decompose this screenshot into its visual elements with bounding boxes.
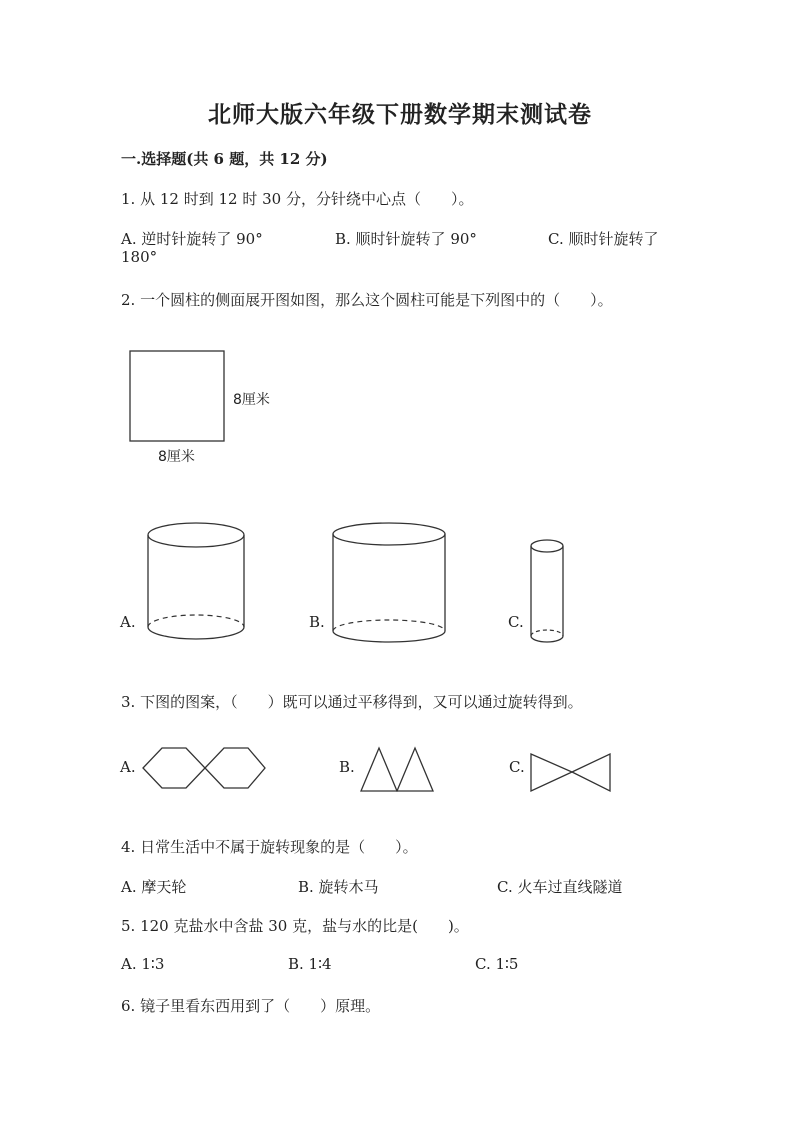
page-title: 北师大版六年级下册数学期末测试卷 <box>208 101 592 128</box>
q5-option-a: A. 1∶3 <box>121 955 165 973</box>
side-label-bottom: 8厘米 <box>158 449 195 465</box>
side-unfold-square <box>130 351 224 441</box>
q2-option-a: A. <box>120 613 136 631</box>
q4-option-c: C. 火车过直线隧道 <box>497 878 623 896</box>
question-3: 3. 下图的图案，（ ）既可以通过平移得到，又可以通过旋转得到。 <box>121 693 583 711</box>
cylinder-c <box>531 540 563 642</box>
question-1: 1. 从 12 时到 12 时 30 分，分针绕中心点（ ）。 <box>121 190 474 208</box>
pattern-b-triangles <box>361 748 433 791</box>
q3-option-b: B. <box>339 758 355 776</box>
q3-option-c: C. <box>509 758 525 776</box>
section-heading: 一.选择题(共 6 题，共 12 分) <box>121 150 328 168</box>
q1-option-a: A. 逆时针旋转了 90° <box>121 230 263 248</box>
q4-option-a: A. 摩天轮 <box>121 878 187 896</box>
question-2: 2. 一个圆柱的侧面展开图如图，那么这个圆柱可能是下列图中的（ ）。 <box>121 291 613 309</box>
side-label-right: 8厘米 <box>233 392 270 408</box>
q4-option-b: B. 旋转木马 <box>298 878 379 896</box>
q2-option-b: B. <box>309 613 325 631</box>
q5-option-c: C. 1∶5 <box>475 955 519 973</box>
q3-option-a: A. <box>120 758 136 776</box>
pattern-c-bowtie <box>531 754 610 791</box>
question-5: 5. 120 克盐水中含盐 30 克，盐与水的比是( )。 <box>121 917 469 935</box>
q5-option-b: B. 1∶4 <box>288 955 332 973</box>
q1-option-c: C. 顺时针旋转了 <box>548 230 659 248</box>
pattern-a-hexagons <box>143 748 265 788</box>
question-4: 4. 日常生活中不属于旋转现象的是（ ）。 <box>121 838 418 856</box>
q1-option-c-continued: 180° <box>121 248 158 266</box>
q1-option-b: B. 顺时针旋转了 90° <box>335 230 477 248</box>
cylinder-a <box>148 523 244 639</box>
cylinder-b <box>333 523 445 642</box>
question-6: 6. 镜子里看东西用到了（ ）原理。 <box>121 997 381 1015</box>
q2-option-c: C. <box>508 613 524 631</box>
